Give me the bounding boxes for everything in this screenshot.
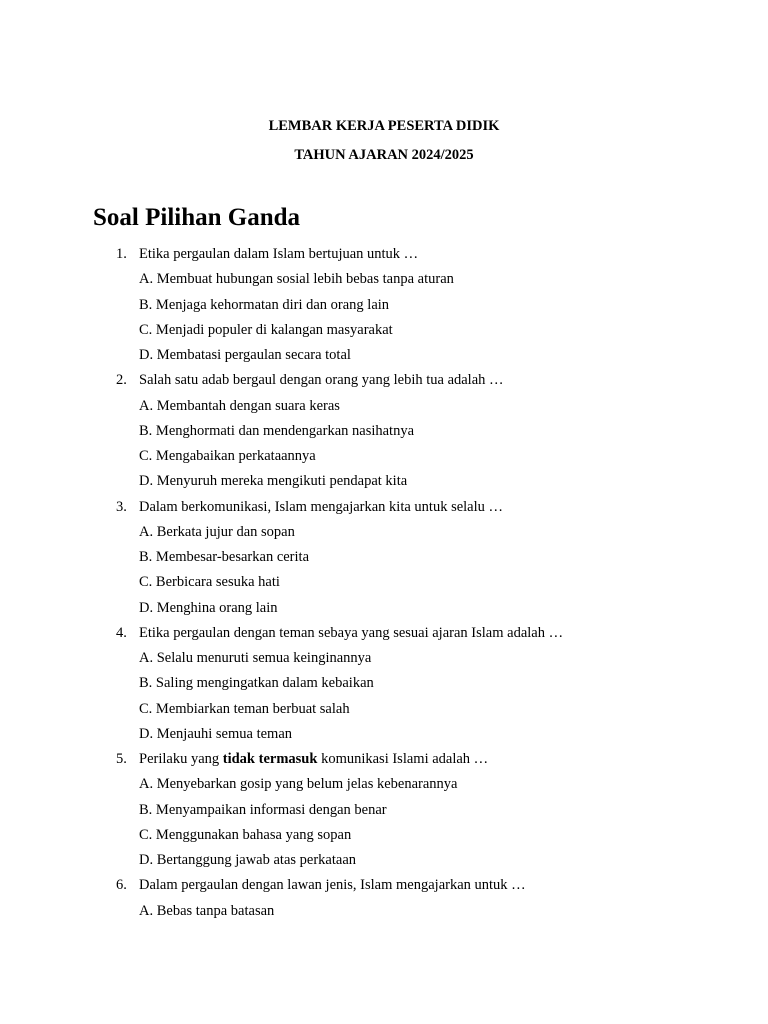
question-list	[0, 242, 768, 924]
answer-option: C. Berbicara sesuka hati	[139, 574, 280, 591]
answer-option: B. Saling mengingatkan dalam kebaikan	[139, 675, 374, 692]
emphasis-text: tidak termasuk	[222, 751, 318, 767]
answer-option: B. Menghormati dan mendengarkan nasihatnya	[139, 422, 415, 439]
question-number: 5.	[116, 751, 127, 767]
academic-year: TAHUN AJARAN 2024/2025	[294, 147, 474, 163]
answer-option: D. Menghina orang lain	[139, 599, 278, 616]
question-text: Dalam berkomunikasi, Islam mengajarkan kita untuk selalu …	[139, 498, 504, 515]
document-title: LEMBAR KERJA PESERTA DIDIK	[268, 118, 500, 134]
question-item	[0, 495, 768, 520]
answer-option: D. Menjauhi semua teman	[139, 725, 293, 742]
question-text: Perilaku yang tidak termasuk komunikasi Islami adalah …	[139, 751, 489, 767]
answer-option: A. Bebas tanpa batasan	[139, 902, 275, 919]
answer-option: A. Membantah dengan suara keras	[139, 397, 340, 414]
answer-option: B. Menjaga kehormatan diri dan orang lain	[139, 296, 390, 313]
question-text: Dalam pergaulan dengan lawan jenis, Islam mengajarkan untuk …	[139, 877, 526, 894]
answer-option: A. Membuat hubungan sosial lebih bebas tanpa aturan	[139, 271, 454, 288]
question-text: Etika pergaulan dengan teman sebaya yang sesuai ajaran Islam adalah …	[139, 624, 564, 641]
answer-option: B. Membesar-besarkan cerita	[139, 549, 310, 565]
answer-option: D. Menyuruh mereka mengikuti pendapat kita	[139, 473, 408, 490]
question-number: 6.	[116, 877, 127, 894]
question-item	[0, 242, 768, 267]
answer-option: A. Berkata jujur dan sopan	[139, 523, 295, 540]
answer-option: D. Membatasi pergaulan secara total	[139, 347, 351, 363]
question-item	[0, 368, 768, 393]
question-number: 2.	[116, 372, 127, 389]
question-number: 3.	[116, 498, 127, 515]
answer-option: D. Bertanggung jawab atas perkataan	[139, 852, 357, 868]
answer-option: C. Menggunakan bahasa yang sopan	[139, 826, 352, 843]
question-item	[0, 873, 768, 898]
answer-option: A. Menyebarkan gosip yang belum jelas kebenarannya	[139, 776, 458, 793]
answer-option: C. Menjadi populer di kalangan masyarakat	[139, 321, 393, 338]
answer-option: C. Membiarkan teman berbuat salah	[139, 700, 350, 717]
answer-option: A. Selalu menuruti semua keinginannya	[139, 650, 372, 666]
question-item	[0, 747, 768, 772]
question-text: Salah satu adab bergaul dengan orang yang lebih tua adalah …	[139, 372, 504, 389]
question-number: 1.	[116, 246, 127, 262]
answer-option: C. Mengabaikan perkataannya	[139, 448, 316, 464]
question-item	[0, 621, 768, 646]
section-title: Soal Pilihan Ganda	[93, 204, 301, 231]
question-number: 4.	[116, 624, 127, 641]
answer-option: B. Menyampaikan informasi dengan benar	[139, 801, 387, 818]
question-text: Etika pergaulan dalam Islam bertujuan untuk …	[139, 246, 419, 262]
